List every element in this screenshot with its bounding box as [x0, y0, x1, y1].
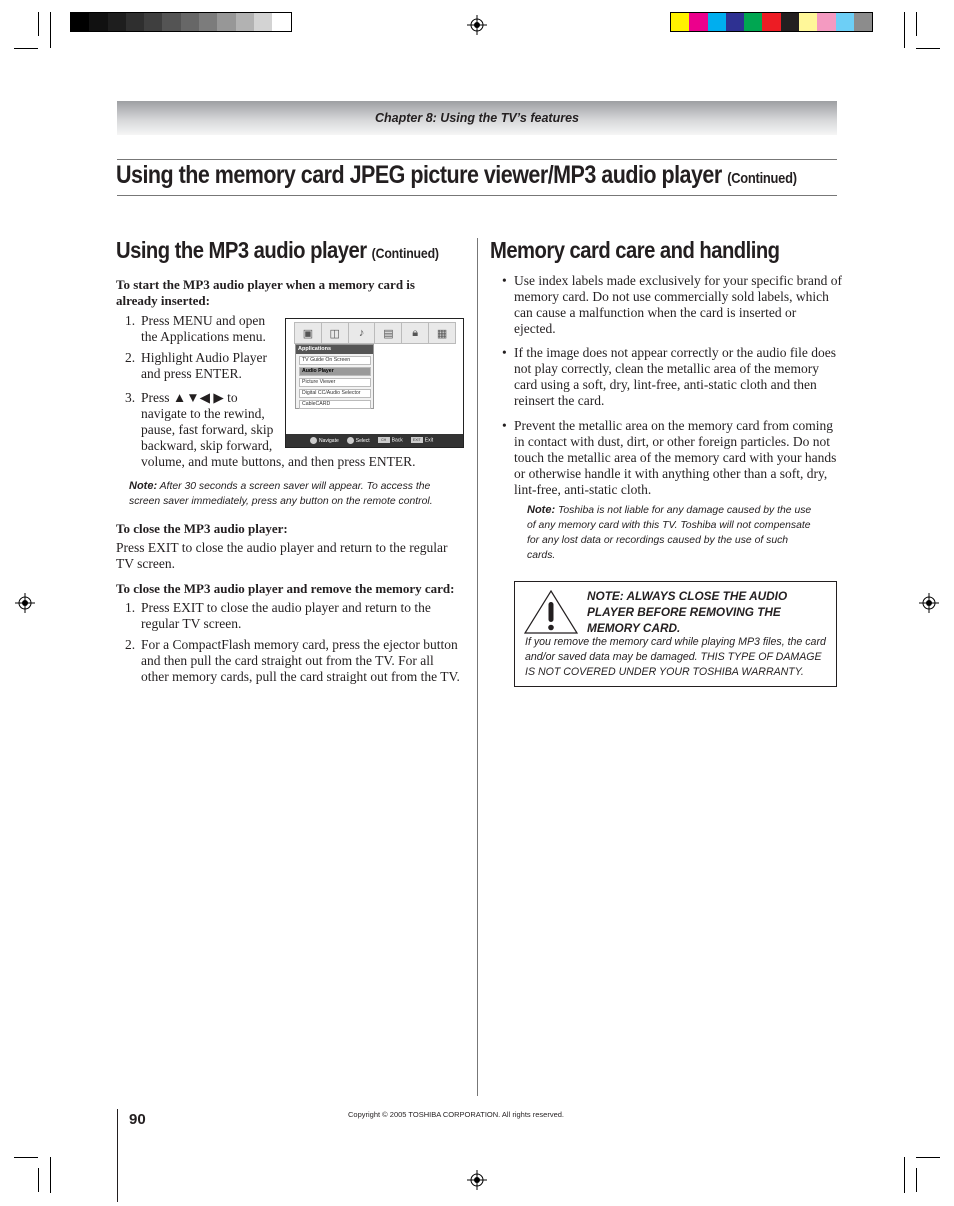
tv-menu-item: Digital CC/Audio Selector	[299, 389, 371, 399]
tv-footer-exit	[411, 437, 433, 443]
step-text-line: Press ▲▼◀ ▶ to	[141, 390, 238, 405]
bullet-dot: •	[502, 345, 507, 360]
calibration-swatch	[272, 13, 290, 31]
color-calibration-bar	[670, 12, 873, 32]
music-menu-icon: ♪	[349, 323, 376, 343]
calibration-swatch	[71, 13, 89, 31]
tv-applications-menu	[295, 344, 374, 409]
bullet-text-line: If the image does not appear correctly or the audio file does	[514, 345, 836, 360]
bullet-dot: •	[502, 418, 507, 433]
grayscale-calibration-bar	[70, 12, 292, 32]
calibration-swatch	[144, 13, 162, 31]
registration-mark-icon	[919, 593, 939, 613]
select-label: Select	[355, 437, 370, 444]
bullet-text-line: lint-free, anti-static cloth.	[514, 482, 652, 497]
calibration-swatch	[236, 13, 254, 31]
exit-key-icon: EXIT	[411, 437, 423, 443]
navigate-key-icon	[310, 437, 317, 444]
tv-menu-icon-bar	[294, 322, 456, 344]
tv-menu-item: Picture Viewer	[299, 378, 371, 388]
step-text-line: navigate to the rewind,	[141, 406, 265, 421]
step-text-line: Press MENU and open	[141, 313, 266, 328]
calibration-swatch	[181, 13, 199, 31]
step-text-line: other memory cards, pull the card straight out from the TV.	[141, 669, 460, 684]
setup-menu-icon: ▤	[375, 323, 402, 343]
liability-note	[527, 503, 827, 563]
column-divider	[477, 238, 478, 1096]
page-title	[116, 161, 797, 190]
start-instructions-lead: To start the MP3 audio player when a memory card is already inserted:	[116, 277, 415, 308]
step-number: 2.	[125, 350, 136, 365]
registration-mark-icon	[15, 593, 35, 613]
registration-mark-icon	[467, 15, 487, 35]
step-text-line: backward, skip forward,	[141, 438, 273, 453]
calibration-swatch	[89, 13, 107, 31]
calibration-swatch	[762, 13, 780, 31]
section-heading-text: Using the MP3 audio player	[116, 237, 367, 263]
registration-mark-icon	[467, 1170, 487, 1190]
note-text-2: screen saver immediately, press any button on the remote control.	[129, 496, 433, 507]
warning-heading-line: NOTE: ALWAYS CLOSE THE AUDIO	[587, 589, 788, 603]
step-text-line: For a CompactFlash memory card, press the ejector button	[141, 637, 458, 652]
warning-heading	[587, 588, 827, 636]
copyright-notice: Copyright © 2005 TOSHIBA CORPORATION. All rights reserved.	[348, 1110, 565, 1119]
liability-note-line: cards.	[527, 550, 556, 561]
section-heading-continued: (Continued)	[371, 245, 439, 261]
calibration-swatch	[671, 13, 689, 31]
bullet-text-line: memory card. Do not use commercially sold labels, which	[514, 289, 829, 304]
tv-footer-back	[378, 437, 403, 449]
page-title-continued: (Continued)	[727, 170, 797, 187]
close-instructions-lead: To close the MP3 audio player:	[116, 521, 288, 536]
calibration-swatch	[854, 13, 872, 31]
title-bottom-rule	[117, 195, 837, 196]
picture-menu-icon: ▣	[295, 323, 322, 343]
tv-menu-title: Applications	[296, 345, 373, 354]
step-number: 1.	[125, 313, 136, 328]
bullet-dot: •	[502, 273, 507, 288]
calibration-swatch	[217, 13, 235, 31]
close-text-line: Press EXIT to close the audio player and return to the regular	[116, 540, 448, 555]
tv-footer-select	[347, 437, 370, 444]
select-key-icon	[347, 437, 354, 444]
warning-body-line-2b: THIS TYPE OF DAMAGE	[700, 651, 822, 663]
bullet-text-line: or otherwise handle it with anything other than a soft, dry,	[514, 466, 828, 481]
calibration-swatch	[726, 13, 744, 31]
bullet-text-line: can cause a malfunction when the card is inserted or	[514, 305, 797, 320]
tv-menu-item: CableCARD	[299, 400, 371, 410]
back-label: Back	[391, 437, 403, 444]
bullet-text-line: reinsert the card.	[514, 393, 605, 408]
calibration-swatch	[254, 13, 272, 31]
step-text-line: pause, fast forward, skip	[141, 422, 274, 437]
screen-saver-note	[129, 479, 469, 509]
liability-note-line: of any memory card with this TV. Toshiba will not compensate	[527, 520, 811, 531]
warning-body-line-2a: and/or saved data may be damaged.	[525, 651, 698, 663]
navigate-label: Navigate	[319, 437, 339, 444]
bullet-text-line: touch the metallic area of the memory card with your hands	[514, 450, 837, 465]
warning-body	[525, 635, 830, 680]
calibration-swatch	[708, 13, 726, 31]
step-number: 2.	[125, 637, 136, 652]
section-heading-care: Memory card care and handling	[490, 237, 780, 263]
remove-instructions-lead: To close the MP3 audio player and remove the memory card:	[116, 581, 455, 596]
warning-body-line-3: IS NOT COVERED UNDER YOUR TOSHIBA WARRANTY	[525, 666, 801, 678]
step-number: 1.	[125, 600, 136, 615]
step-number: 3.	[125, 390, 136, 405]
step-text-line: volume, and mute buttons, and then press ENTER.	[141, 454, 416, 469]
liability-note-label: Note:	[527, 504, 556, 516]
step-text-line: regular TV screen.	[141, 616, 242, 631]
audio-menu-icon: ◫	[322, 323, 349, 343]
section-heading-mp3	[116, 237, 439, 264]
calibration-swatch	[781, 13, 799, 31]
bullet-text-line: ejected.	[514, 321, 556, 336]
tv-menu-item: Audio Player	[299, 367, 371, 377]
liability-note-line: Toshiba is not liable for any damage caused by the use	[558, 505, 812, 516]
liability-note-line: for any lost data or recordings caused by the use of such	[527, 535, 789, 546]
warning-body-line-3-end: .	[800, 666, 804, 678]
warning-heading-line: PLAYER BEFORE REMOVING THE	[587, 605, 781, 619]
tv-menu-footer	[286, 434, 463, 447]
bullet-text-line: not play correctly, clean the metallic area of the memory	[514, 361, 819, 376]
note-text-1: After 30 seconds a screen saver will appear. To access the	[159, 481, 431, 492]
page-title-text: Using the memory card JPEG picture viewer/MP3 audio player	[116, 161, 722, 189]
calibration-swatch	[799, 13, 817, 31]
exit-label: Exit	[424, 437, 434, 444]
tv-footer-navigate	[310, 437, 339, 444]
title-top-rule	[117, 159, 837, 160]
warning-box	[514, 581, 837, 687]
warning-triangle-icon	[523, 589, 579, 635]
tv-menu-screenshot	[285, 318, 464, 448]
chapter-header-band	[117, 101, 837, 135]
applications-menu-icon: ▦	[436, 327, 448, 340]
lock-menu-icon: 🔒︎	[402, 323, 429, 343]
step-text-line: and then pull the card straight out from the TV. For all	[141, 653, 434, 668]
chapter-title: Chapter 8: Using the TV’s features	[375, 111, 579, 125]
calibration-swatch	[108, 13, 126, 31]
bullet-text-line: in contact with dust, dirt, or other foreign particles. Do not	[514, 434, 831, 449]
page-number-rule	[117, 1109, 118, 1202]
calibration-swatch	[199, 13, 217, 31]
warning-heading-line: MEMORY CARD.	[587, 621, 681, 635]
note-label: Note:	[129, 480, 158, 492]
back-key-icon: CH RTN	[378, 437, 390, 443]
tv-menu-item: TV Guide On Screen	[299, 356, 371, 366]
page-number: 90	[129, 1111, 146, 1128]
bullet-text-line: card using a soft, dry, lint-free, anti-static cloth and then	[514, 377, 817, 392]
calibration-swatch	[817, 13, 835, 31]
close-text-line: TV screen.	[116, 556, 175, 571]
step-text-line: Press EXIT to close the audio player and return to the	[141, 600, 431, 615]
warning-body-line-1: If you remove the memory card while playing MP3 files, the card	[525, 636, 826, 648]
bullet-text-line: Use index labels made exclusively for your specific brand of	[514, 273, 843, 288]
calibration-swatch	[744, 13, 762, 31]
bullet-text-line: Prevent the metallic area on the memory card from coming	[514, 418, 834, 433]
step-text-line: Highlight Audio Player	[141, 350, 267, 365]
calibration-swatch	[162, 13, 180, 31]
calibration-swatch	[836, 13, 854, 31]
step-text-line: the Applications menu.	[141, 329, 266, 344]
step-text-line: and press ENTER.	[141, 366, 242, 381]
calibration-swatch	[689, 13, 707, 31]
calibration-swatch	[126, 13, 144, 31]
